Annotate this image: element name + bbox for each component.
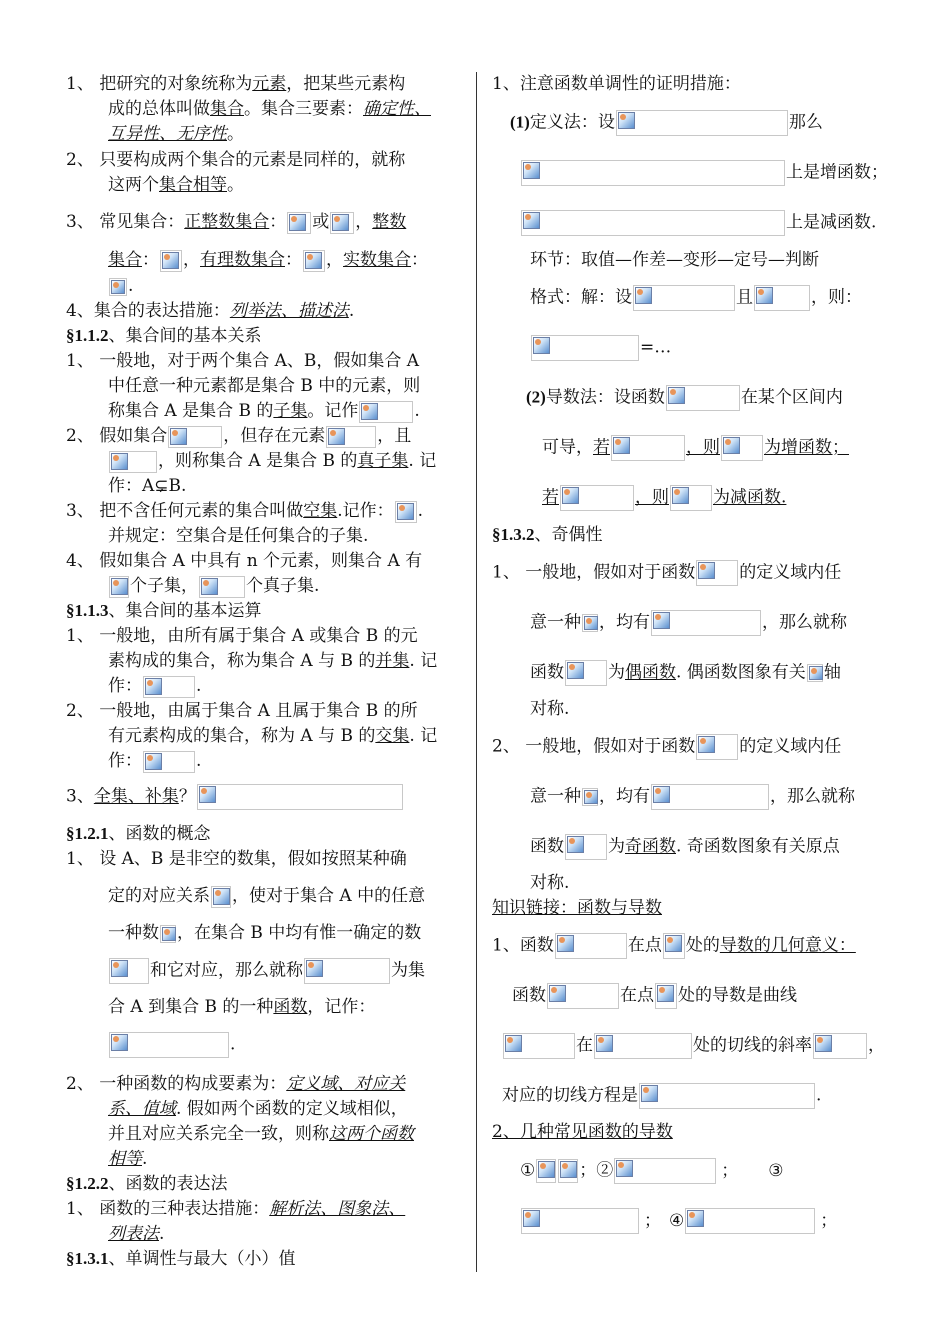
section-number: §1.1.3 [66, 601, 109, 620]
formula-image [721, 435, 763, 461]
text: . [230, 1034, 236, 1055]
term-proper-subset: 真子集 [357, 451, 409, 471]
formula-image [754, 285, 810, 311]
text: ③ [768, 1160, 784, 1181]
formula-image [160, 925, 176, 943]
formula-image [696, 560, 738, 586]
derivative-meaning-cont2 [502, 1033, 885, 1057]
text: . [128, 276, 134, 296]
text: 2、几种常见函数的导数 [492, 1122, 673, 1142]
text: . 记 [408, 451, 437, 471]
set-item-4 [66, 299, 354, 323]
term-element: 元素 [252, 74, 287, 94]
formula-image [594, 1033, 692, 1059]
text: 且 [736, 287, 753, 308]
text: 轴 [823, 662, 841, 683]
term-equal-functions: 这两个函数 [329, 1124, 414, 1144]
section-title: 、函数的表达法 [108, 1174, 228, 1194]
relation-item-4 [66, 549, 422, 573]
text: ；② [579, 1160, 614, 1181]
text: 环节：取值—作差—变形—定号—判断 [530, 250, 819, 270]
text: . [816, 1085, 822, 1106]
set-item-3 [66, 210, 406, 234]
term-subset: 子集 [273, 401, 308, 421]
formula-image [395, 501, 417, 523]
text: ① [520, 1160, 536, 1181]
text: A⊊B. [142, 476, 187, 496]
formula-image [696, 734, 738, 760]
text: 在点 [620, 985, 654, 1006]
formula-image [143, 676, 195, 698]
term-set: 集合 [210, 99, 244, 119]
formula-image [521, 160, 785, 186]
definition-decreasing [520, 210, 876, 234]
text: 1、 一般地，假如对于函数 [492, 562, 696, 583]
section-title: 、集合间的基本关系 [108, 326, 262, 346]
text: 上是减函数. [786, 212, 877, 233]
section-title: 、单调性与最大（小）值 [108, 1249, 296, 1269]
text: ，且 [377, 426, 412, 446]
relation-item-1 [66, 349, 419, 373]
text: 对称. [530, 699, 570, 719]
text: 在点 [627, 935, 662, 956]
text: 函数 [530, 836, 564, 857]
text: 为增函数； [764, 437, 849, 458]
text: 若 [542, 487, 559, 508]
text: 有元素构成的集合，称为 A 与 B 的 [108, 726, 376, 746]
text: 合 A 到集合 B 的一种 [108, 997, 274, 1017]
section-heading-112 [66, 324, 262, 348]
text: 在 [576, 1035, 593, 1056]
parity-item-1 [492, 560, 841, 584]
term-empty-set: 空集 [303, 501, 338, 521]
parity-item-1-cont [530, 610, 847, 634]
text: . 假如两个函数的定义域相似， [176, 1099, 408, 1119]
formula-image [199, 576, 245, 598]
term-properties-2: 互异性、无序性 [108, 124, 227, 144]
text: ； [644, 1210, 661, 1231]
parity-item-1-cont2 [530, 660, 841, 684]
text: 2、 假如集合 [66, 426, 168, 446]
parity-item-2 [492, 734, 841, 758]
term: 正整数集合 [184, 212, 270, 232]
formula-image [655, 983, 677, 1009]
formula-image [582, 614, 598, 632]
derivative-decreasing [542, 485, 786, 509]
function-item-2 [66, 1072, 405, 1096]
text: 格式：解：设 [530, 287, 632, 308]
knowledge-link-heading [492, 896, 662, 920]
formula-image [521, 1208, 639, 1234]
text: ，则 [686, 437, 720, 458]
column-divider [476, 72, 477, 1272]
formula-image [813, 1033, 867, 1059]
text: ， [326, 250, 343, 270]
text: 函数 [512, 985, 546, 1006]
text: 个真子集. [246, 576, 320, 596]
formula-image [143, 751, 195, 773]
formula-image [109, 451, 157, 473]
text: 上是增函数； [786, 162, 888, 183]
term: 集合 [108, 250, 142, 270]
text: ？ [178, 786, 196, 807]
text: 1、 设 A、B 是非空的数集，假如按照某种确 [66, 849, 407, 869]
section-number: §1.2.2 [66, 1174, 109, 1193]
formula-image [536, 1159, 556, 1183]
text: 1、 函数的三种表达措施： [66, 1199, 270, 1219]
text: 为集 [391, 960, 425, 981]
text: 2、 只要构成两个集合的元素是同样的，就称 [66, 150, 406, 170]
formula-image [616, 110, 788, 136]
text: 意一种 [530, 786, 581, 807]
text: ，记作： [307, 997, 376, 1017]
text: 处的导数是曲线 [678, 985, 797, 1006]
term: 有理数集合 [200, 250, 285, 270]
text: ，则： [811, 287, 862, 308]
term: 整数 [372, 212, 407, 232]
text: 。记作 [307, 401, 359, 421]
formula-image [558, 1159, 578, 1183]
formula-image [666, 385, 740, 411]
relation-item-1-cont2 [108, 399, 420, 423]
text: 素构成的集合，称为集合 A 与 B 的 [108, 651, 376, 671]
operation-item-3 [66, 784, 404, 808]
text: 成的总体叫做 [108, 99, 210, 119]
formula-image [326, 426, 376, 448]
formula-image [565, 834, 607, 860]
operation-item-1-cont [108, 649, 437, 673]
text: ， [183, 250, 200, 270]
function-item-1-cont3 [108, 958, 425, 982]
section-number: §1.1.2 [66, 326, 109, 345]
set-item-1-cont [108, 97, 431, 121]
relation-item-1-cont [108, 374, 420, 398]
text: . 记 [409, 726, 438, 746]
term-equal-functions-2: 相等 [108, 1149, 142, 1169]
formula-image [168, 426, 222, 448]
parity-item-2-cont3 [530, 871, 569, 895]
common-derivatives-heading [492, 1120, 673, 1144]
formula-image [670, 485, 712, 511]
section-heading-131 [66, 1247, 296, 1271]
text: 。 [227, 175, 244, 195]
relation-item-2-cont [108, 449, 436, 473]
text: 的定义域内任 [739, 736, 842, 757]
text: . [142, 1149, 148, 1169]
text: 并且对应关系完全一致，则称 [108, 1124, 329, 1144]
section-heading-122 [66, 1172, 228, 1196]
formula-image [555, 933, 627, 959]
text: 。 [227, 124, 244, 144]
formula-image [109, 278, 127, 296]
text: 意一种 [530, 612, 581, 633]
operation-item-2-cont [108, 724, 437, 748]
text: 3、 把不含任何元素的集合叫做 [66, 501, 304, 521]
relation-item-4-cont [108, 574, 319, 598]
set-item-2-cont [108, 173, 244, 197]
term-union: 并集 [375, 651, 410, 671]
definition-increasing [520, 160, 888, 184]
text: 处的 [685, 935, 720, 956]
set-item-3-cont [108, 248, 428, 272]
term-odd-function: 奇函数 [625, 836, 676, 857]
text: 定义法：设 [529, 112, 615, 133]
text: 作： [108, 476, 142, 496]
text: ： [142, 250, 159, 270]
text: ，在集合 B 中均有惟一确定的数 [177, 923, 422, 943]
formula-image [560, 485, 634, 511]
text: 3、 [66, 786, 94, 807]
operation-item-1 [66, 624, 418, 648]
text: 知识链接：函数与导数 [492, 898, 662, 918]
text: 称集合 A 是集合 B 的 [108, 401, 274, 421]
derivative-meaning-cont [512, 983, 797, 1007]
parity-item-1-cont3 [530, 697, 569, 721]
text: ，把某些元素构 [286, 74, 406, 94]
function-item-1-cont4 [108, 995, 375, 1019]
term-methods-2: 列表法 [108, 1224, 159, 1244]
text: 为减函数. [713, 487, 787, 508]
text: 的定义域内任 [739, 562, 842, 583]
parity-item-2-cont [530, 784, 855, 808]
text: 1、 把研究的对象统称为 [66, 74, 253, 94]
text: ： [285, 250, 302, 270]
section-title: 、集合间的基本运算 [108, 601, 262, 621]
text: ： [269, 212, 287, 232]
formula-image [503, 1033, 575, 1059]
text: 个子集， [130, 576, 198, 596]
text: 。集合三要素： [244, 99, 363, 119]
steps [530, 248, 819, 272]
section-title: 、函数的概念 [108, 824, 211, 844]
formula-image [287, 212, 311, 234]
text: 可导， [542, 437, 593, 458]
derivative-meaning [492, 933, 856, 957]
text: 2、 一般地，假如对于函数 [492, 736, 696, 757]
section-number: §1.3.2 [492, 525, 535, 544]
text: . [196, 676, 202, 696]
text: 和它对应，那么就称 [150, 960, 303, 981]
text: ，那么就称 [762, 612, 847, 633]
text: ， [868, 1035, 885, 1056]
set-item-3-cont2 [108, 274, 133, 298]
text: ，均有 [599, 786, 650, 807]
text: 处的切线的斜率 [693, 1035, 812, 1056]
term-complement: 全集、补集 [93, 786, 179, 807]
text: 一种数 [108, 923, 159, 943]
representation-item-1-cont [108, 1222, 164, 1246]
text: 并规定：空集合是任何集合的子集. [108, 526, 369, 546]
text: 导数法：设函数 [545, 387, 665, 408]
formula-image [685, 1208, 815, 1234]
text: ，则称集合 A 是集合 B 的 [158, 451, 358, 471]
text: 1、 一般地，对于两个集合 A、B，假如集合 A [66, 351, 420, 371]
text: 3、 常见集合： [66, 212, 185, 232]
function-item-1-cont [108, 884, 425, 908]
formula-image [359, 401, 413, 423]
operation-item-2-cont2 [108, 749, 201, 773]
set-item-1-cont2 [108, 122, 244, 146]
formula-image [651, 610, 761, 636]
formula-image [160, 250, 182, 272]
formula-image [565, 660, 607, 686]
text: . [196, 751, 202, 771]
term-set-equal: 集合相等 [159, 175, 227, 195]
formula-image [611, 435, 685, 461]
text: .记作： [337, 501, 394, 521]
text: 1、 一般地，由所有属于集合 A 或集合 B 的元 [66, 626, 418, 646]
text: 这两个 [108, 175, 159, 195]
term: 列举法、描述法 [229, 301, 349, 321]
set-item-2 [66, 148, 405, 172]
text: ，使对于集合 A 中的任意 [232, 886, 426, 906]
relation-item-2 [66, 424, 411, 448]
term-even-function: 偶函数 [625, 662, 676, 683]
formula-image [639, 1083, 815, 1109]
tangent-equation [502, 1083, 821, 1107]
derivative-method [526, 385, 843, 409]
formula-image [304, 958, 390, 984]
relation-item-3 [66, 499, 423, 523]
text: 或 [312, 212, 330, 232]
text: . [417, 501, 424, 521]
formula-image [211, 886, 231, 908]
text: 作： [108, 751, 142, 771]
formula-image [547, 983, 619, 1009]
text: ； [721, 1160, 739, 1181]
text: 1、函数 [492, 935, 554, 956]
relation-item-3-cont [108, 524, 368, 548]
text: 4、集合的表达措施： [66, 301, 230, 321]
text: =… [640, 337, 672, 358]
text: ，那么就称 [770, 786, 855, 807]
set-item-1 [66, 72, 405, 96]
function-item-2-cont [108, 1097, 408, 1121]
formula-image [330, 212, 354, 234]
formula-image [807, 664, 823, 682]
term-elements: 定义域、对应关 [286, 1074, 406, 1094]
text: 定的对应关系 [108, 886, 210, 906]
definition-method [510, 110, 823, 134]
formula-image [582, 788, 598, 806]
representation-item-1 [66, 1197, 405, 1221]
text: . [348, 301, 355, 321]
formula-image [633, 285, 735, 311]
function-item-2-cont2 [108, 1122, 414, 1146]
common-derivatives-2 [520, 1208, 837, 1232]
format [530, 285, 862, 309]
section-heading-113 [66, 599, 262, 623]
text: 若 [593, 437, 610, 458]
section-number: §1.3.1 [66, 1249, 109, 1268]
term-properties: 确定性、 [363, 99, 431, 119]
text: ，但存在元素 [223, 426, 326, 446]
text: . 记 [409, 651, 438, 671]
text: 在某个区间内 [740, 387, 843, 408]
text: 2、 一般地，由属于集合 A 且属于集合 B 的所 [66, 701, 418, 721]
relation-item-2-cont2 [108, 474, 186, 498]
formula-image [303, 250, 325, 272]
text: ④ [669, 1210, 685, 1231]
formula-image [663, 933, 685, 959]
text: ，则 [635, 487, 669, 508]
operation-item-2 [66, 699, 418, 723]
text: . 偶函数图象有关 [676, 662, 806, 683]
section-heading-121 [66, 822, 211, 846]
function-item-1-cont2 [108, 921, 421, 945]
function-item-2-cont3 [108, 1147, 147, 1171]
text: . 奇函数图象有关原点 [676, 836, 840, 857]
text: 为 [608, 662, 625, 683]
text: 那么 [788, 112, 823, 133]
term-intersection: 交集 [375, 726, 410, 746]
section-number: §1.2.1 [66, 824, 109, 843]
text: 中任意一种元素都是集合 B 中的元素，则 [108, 376, 421, 396]
section-title: 、奇偶性 [534, 525, 603, 545]
text: ； [820, 1210, 838, 1231]
term-methods: 解析法、图象法、 [269, 1199, 406, 1219]
formula-image [531, 335, 639, 361]
text: 1、注意函数单调性的证明措施： [492, 74, 741, 94]
text: ，均有 [599, 612, 650, 633]
formula-image [614, 1158, 716, 1184]
format-cont [530, 335, 671, 359]
formula-image [109, 1032, 229, 1058]
text: ： [411, 250, 428, 270]
formula-image [197, 784, 403, 810]
text: 对称. [530, 873, 570, 893]
function-item-1 [66, 847, 407, 871]
text: . [159, 1224, 165, 1244]
formula-image [109, 958, 149, 984]
text: 函数 [530, 662, 564, 683]
formula-image [109, 576, 129, 598]
term-function: 函数 [273, 997, 308, 1017]
common-derivatives-1 [520, 1158, 784, 1182]
formula-image [651, 784, 769, 810]
text: . [414, 401, 420, 421]
term-elements-2: 系、值域 [108, 1099, 176, 1119]
derivative-increasing [542, 435, 849, 459]
text: 对应的切线方程是 [502, 1085, 638, 1106]
term: 实数集合 [343, 250, 411, 270]
text: 2、 一种函数的构成要素为： [66, 1074, 287, 1094]
text: 4、 假如集合 A 中具有 n 个元素，则集合 A 有 [66, 551, 423, 571]
term-geometric-meaning: 导数的几何意义： [719, 935, 856, 956]
monotonic-proof-heading [492, 72, 741, 96]
text: ， [355, 212, 373, 232]
text: (2) [526, 387, 546, 407]
text: 作： [108, 676, 142, 696]
function-item-1-cont5 [108, 1032, 235, 1056]
parity-item-2-cont2 [530, 834, 840, 858]
text: 为 [608, 836, 625, 857]
operation-item-1-cont2 [108, 674, 201, 698]
formula-image [521, 210, 785, 236]
section-heading-132 [492, 523, 603, 547]
text: (1) [510, 112, 530, 132]
